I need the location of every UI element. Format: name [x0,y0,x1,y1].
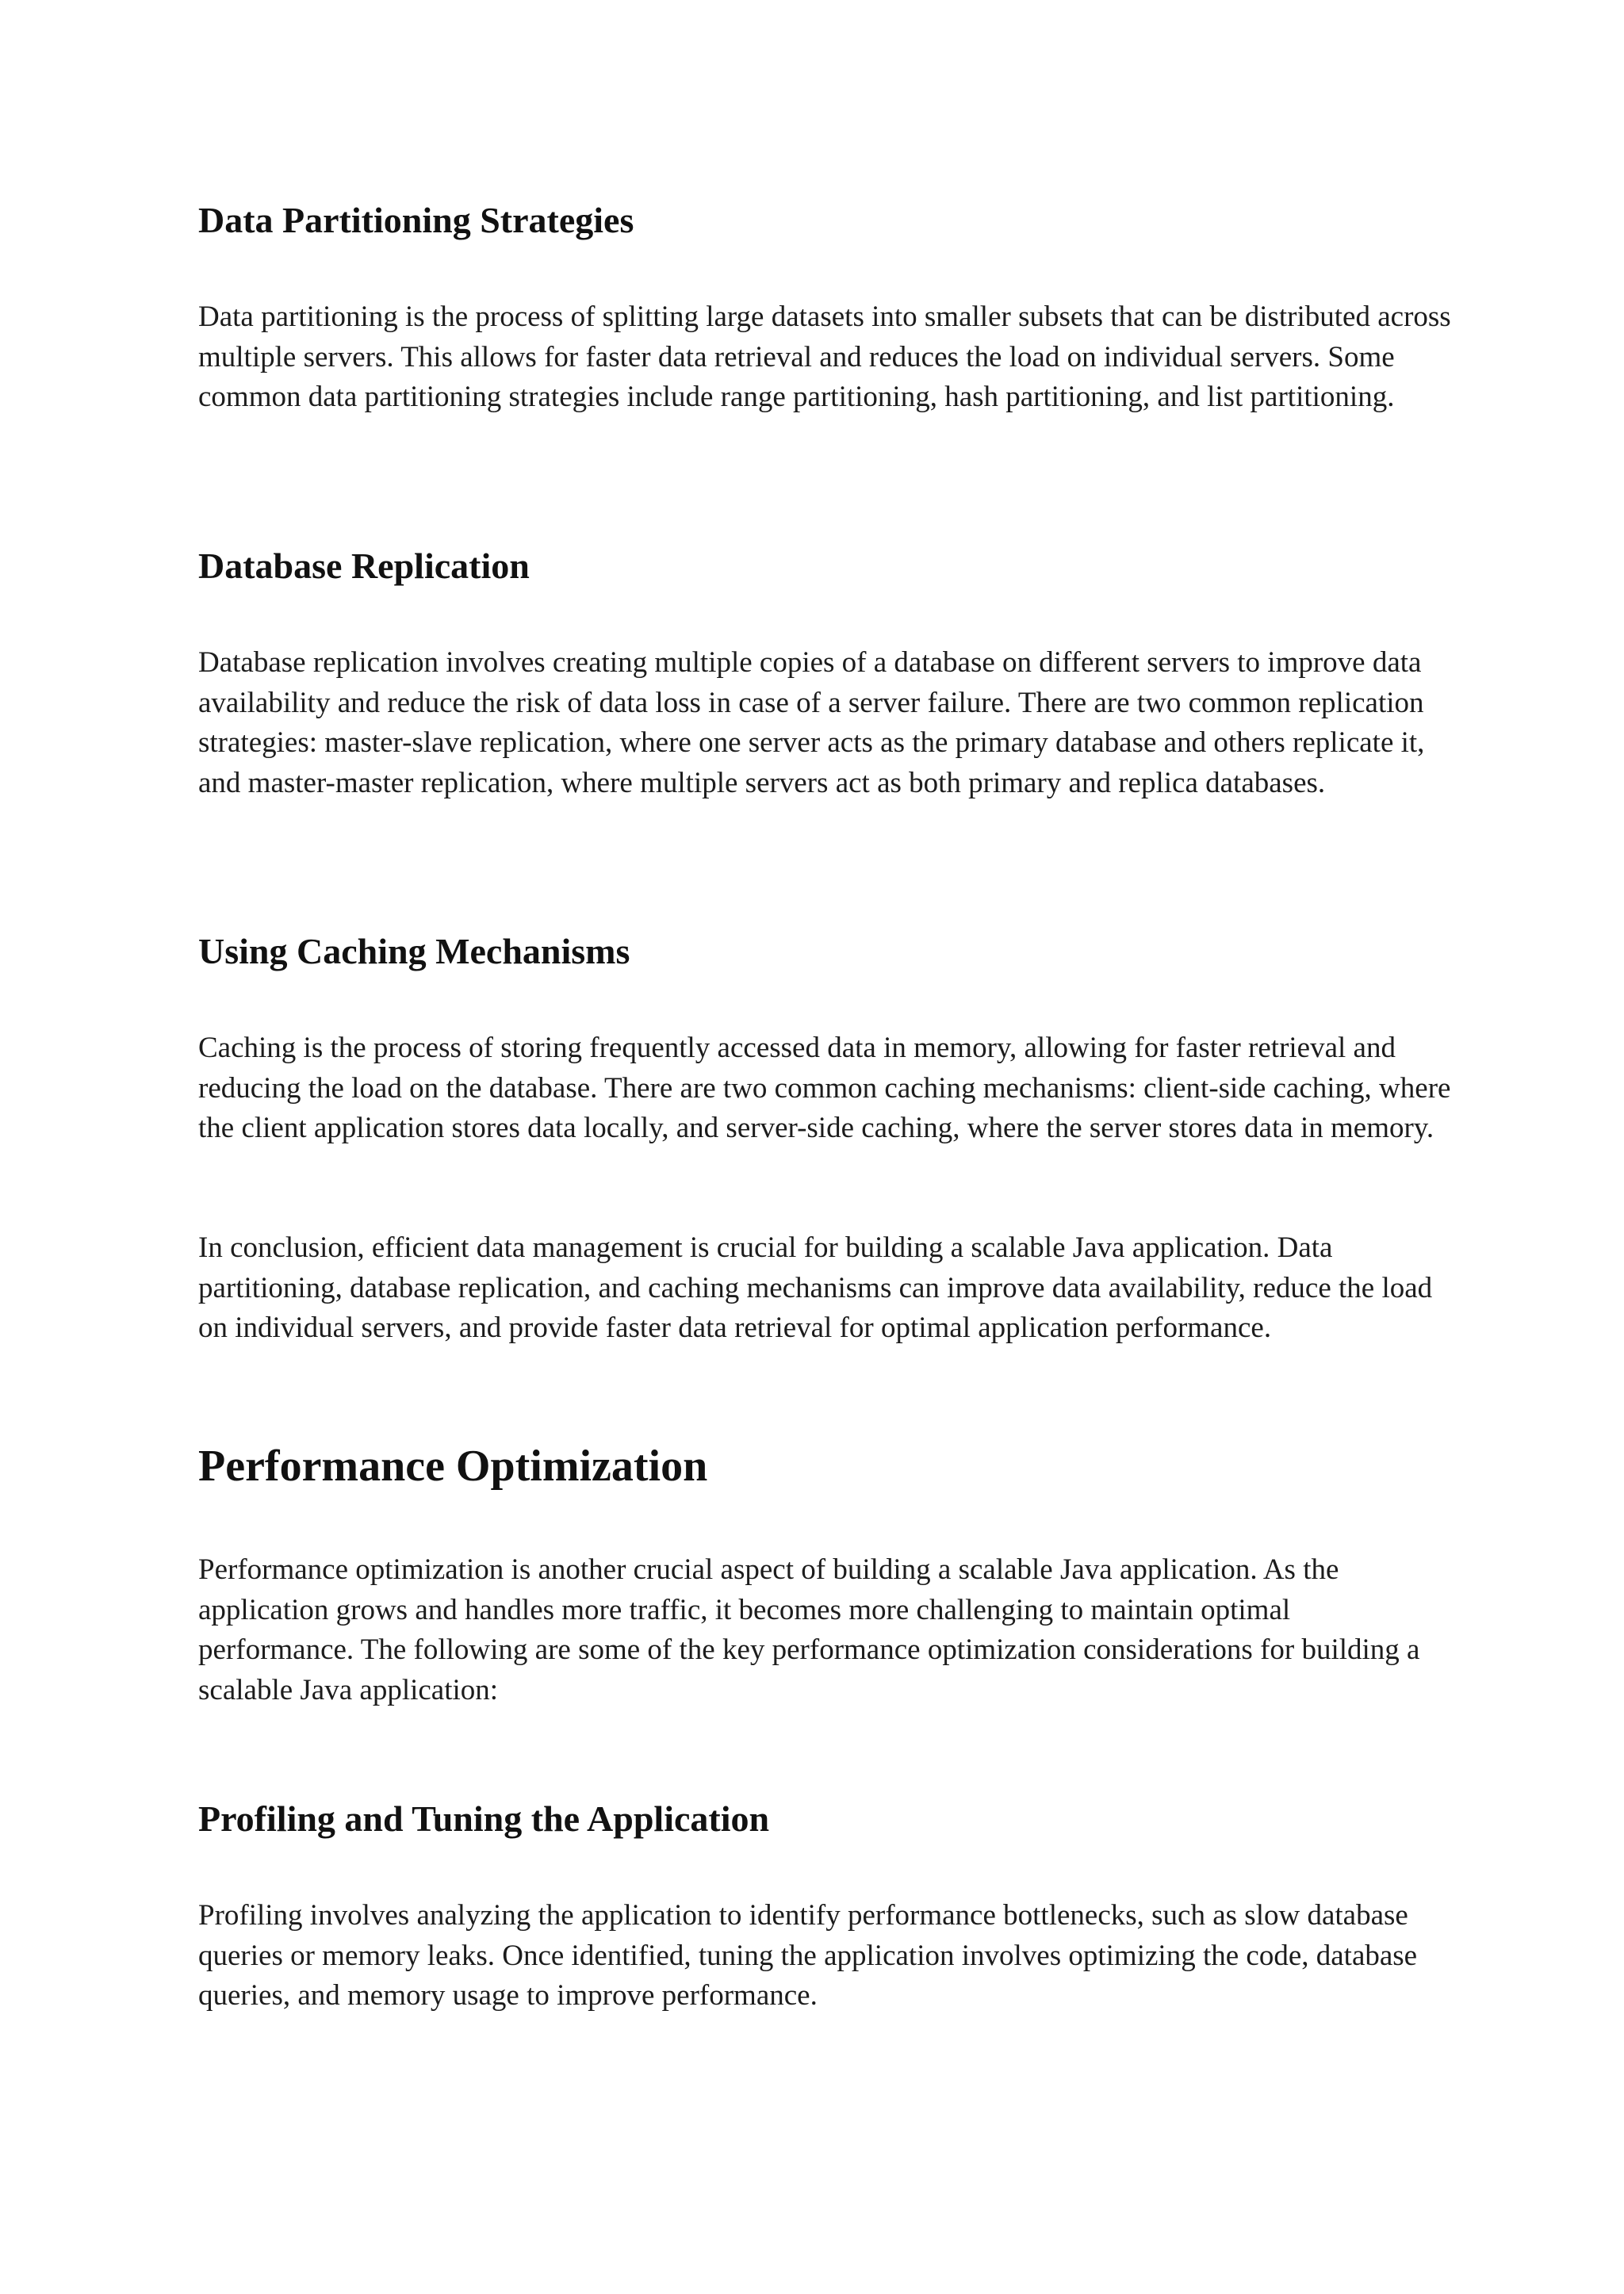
paragraph-profiling-tuning: Profiling involves analyzing the application to identify performance bottlenecks, such as slow database queries or memory leaks. Once identified, tuning the application involves optimizing the code, database queries, and memory usage to improve performance. [198,1899,1418,2012]
heading-data-partitioning: Data Partitioning Strategies [198,200,634,240]
heading-caching-mechanisms: Using Caching Mechanisms [198,931,630,971]
paragraph-conclusion: In conclusion, efficient data management is crucial for building a scalable Java application. Data partitioning, database replication, and caching mechanisms can improve data availability, reduce the load on individual servers, and provide faster data retrieval for optimal application performance. [198,1231,1433,1344]
heading-profiling-tuning: Profiling and Tuning the Application [198,1798,770,1839]
heading-performance-optimization: Performance Optimization [198,1442,708,1491]
heading-database-replication: Database Replication [198,546,530,586]
paragraph-caching-mechanisms: Caching is the process of storing frequently accessed data in memory, allowing for faster retrieval and reducing the load on the database. There are two common caching mechanisms: client-side caching, where the client application stores data locally, and server-side caching, where the server stores data in memory. [198,1032,1451,1144]
paragraph-data-partitioning: Data partitioning is the process of splitting large datasets into smaller subsets that can be distributed across multiple servers. This allows for faster data retrieval and reduces the load on individual servers. Some common data partitioning strategies include range partitioning, hash partitioning, and list partitioning. [198,301,1451,413]
paragraph-database-replication: Database replication involves creating multiple copies of a database on different servers to improve data availability and reduce the risk of data loss in case of a server failure. There are two common replication strategies: master-slave replication, where one server acts as the primary database and others replicate it, and master-master replication, where multiple servers act as both primary and replica databases. [198,646,1425,799]
paragraph-performance-optimization: Performance optimization is another crucial aspect of building a scalable Java application. As the application grows and handles more traffic, it becomes more challenging to maintain optimal performance. The following are some of the key performance optimization considerations for building a scalable Java application: [198,1553,1420,1706]
